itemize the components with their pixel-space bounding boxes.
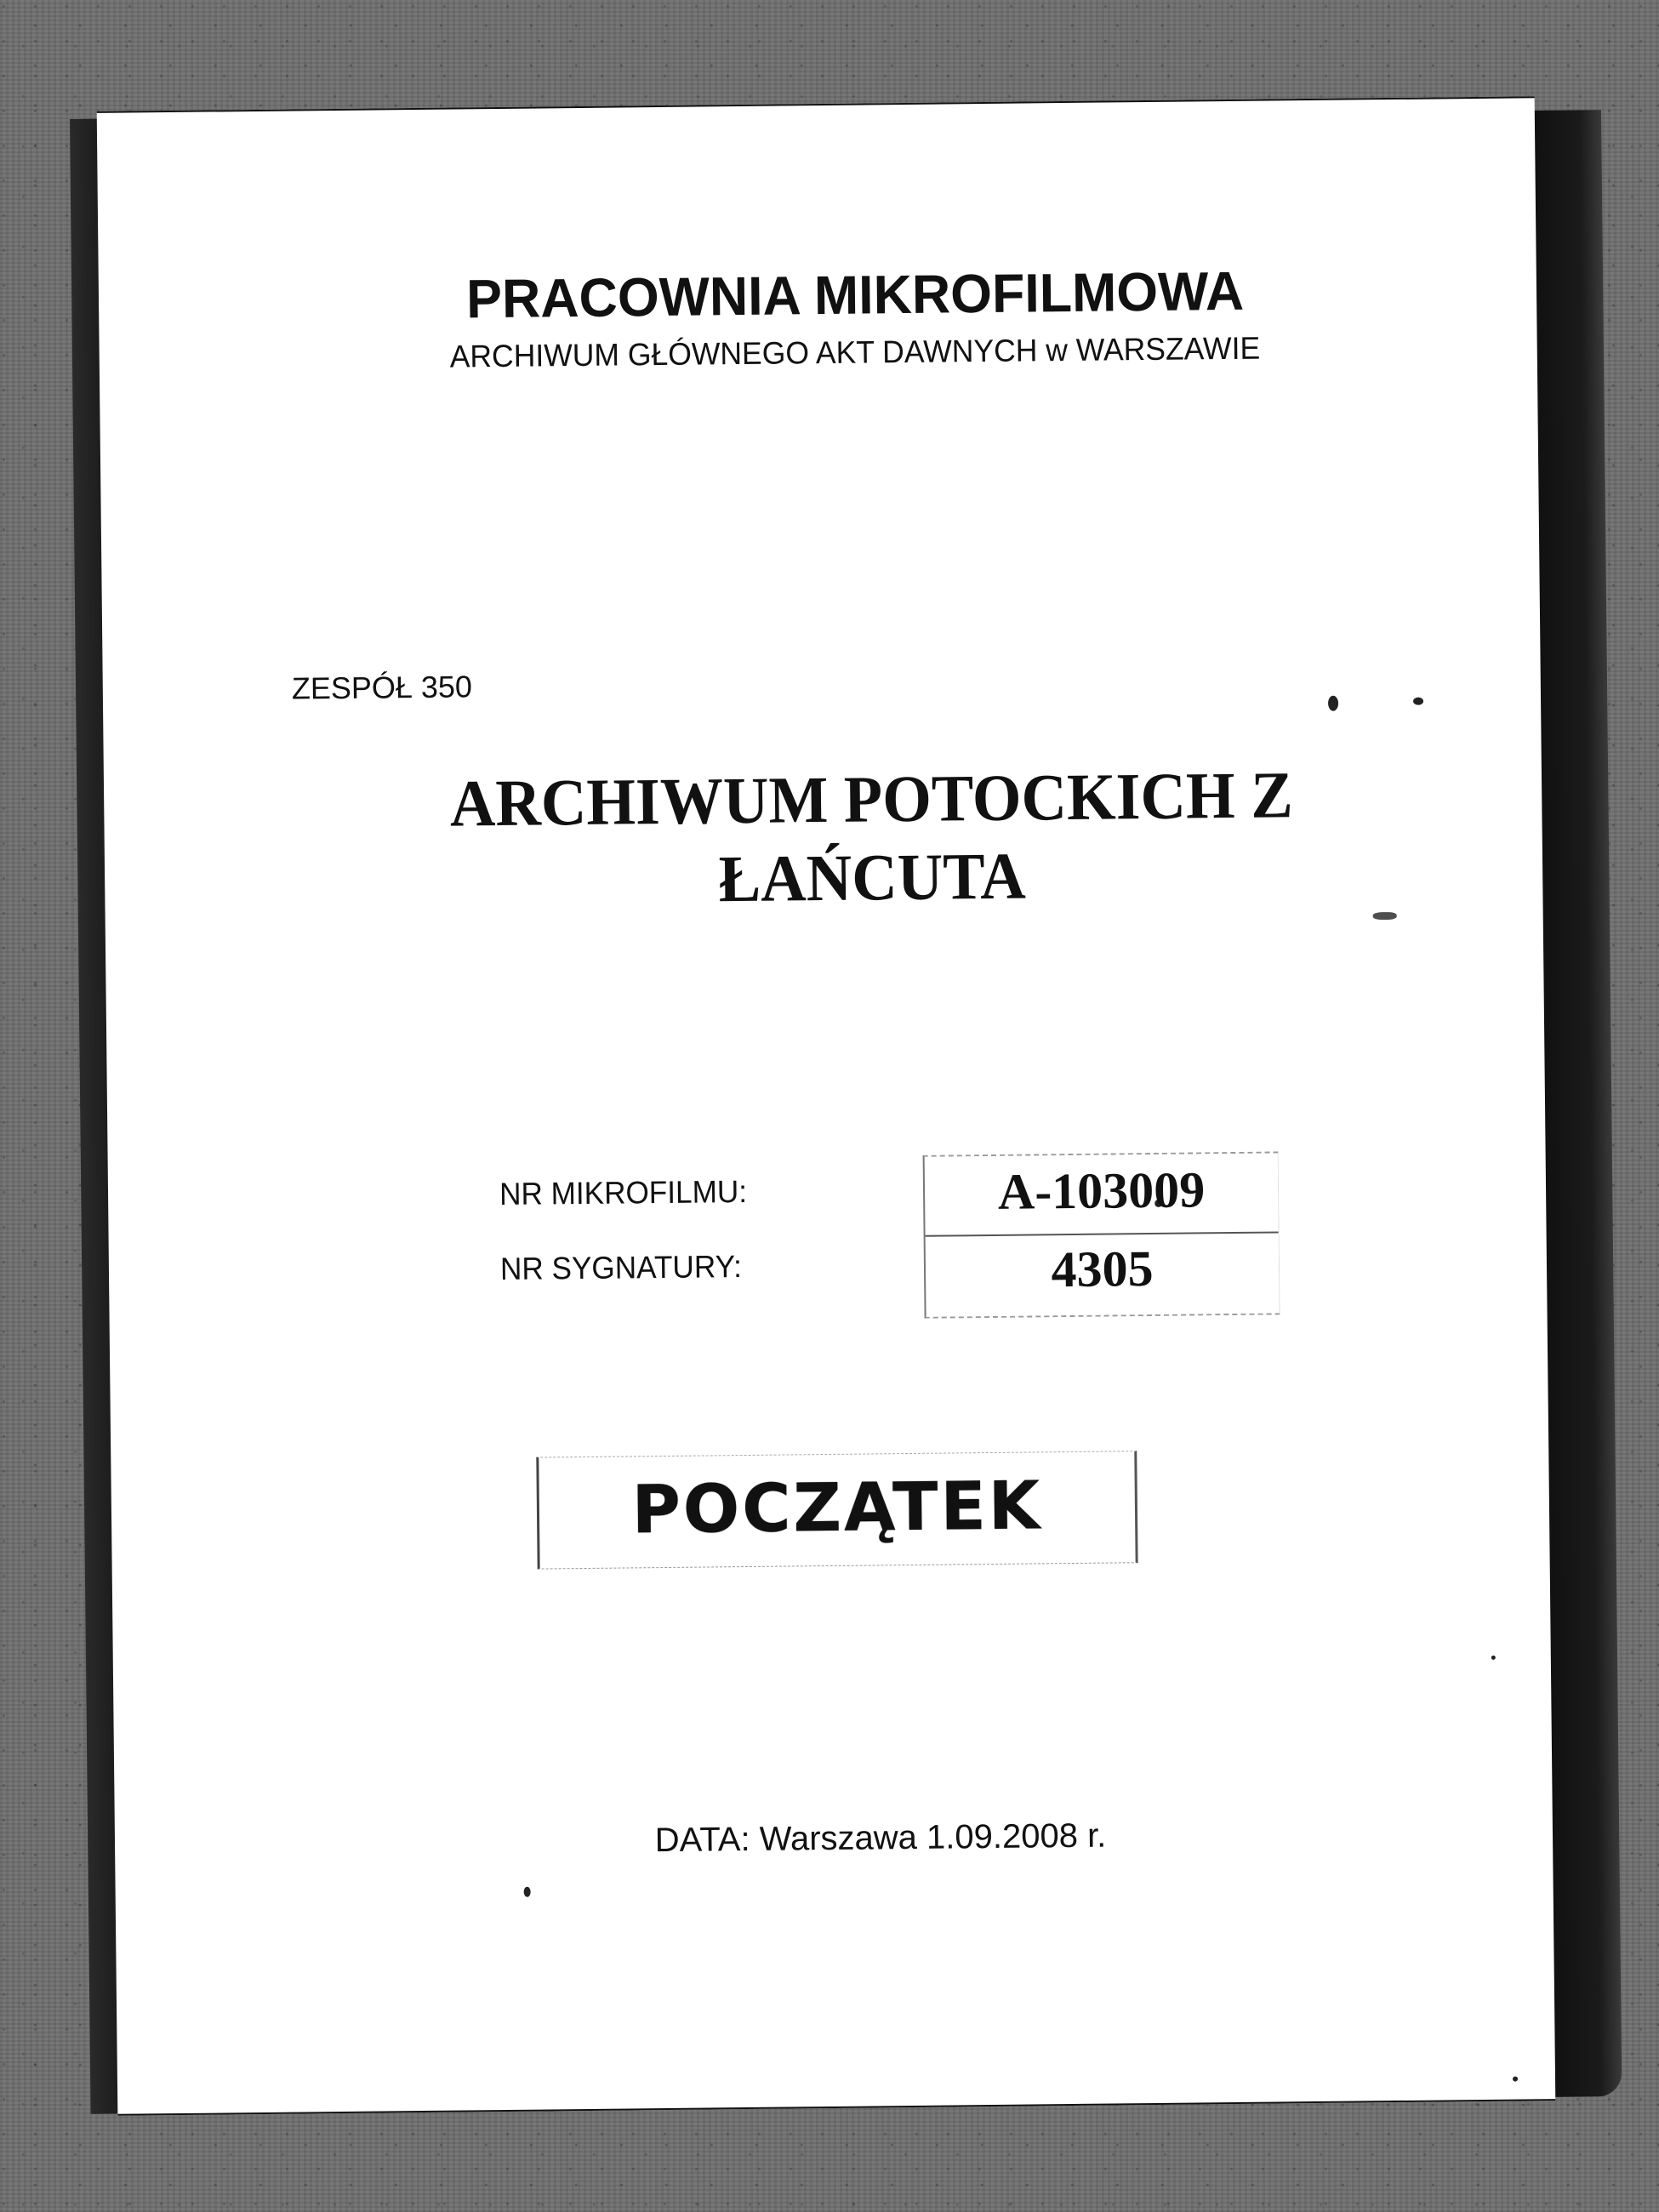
identifiers-box <box>923 1151 1280 1318</box>
dust-speck <box>1328 696 1338 711</box>
signature-number-value: 4305 <box>1051 1240 1154 1298</box>
microfilm-target-sheet <box>97 96 1556 2116</box>
dust-speck <box>1373 912 1397 920</box>
institution-subtitle: ARCHIWUM GŁÓWNEGO AKT DAWNYCH w WARSZAWIE <box>449 330 1261 374</box>
fond-name <box>140 754 1507 925</box>
dust-speck <box>1413 698 1423 705</box>
dust-speck <box>1491 1656 1496 1660</box>
date-line: DATA: Warszawa 1.09.2008 r. <box>654 1816 1107 1860</box>
signature-number-label: NR SYGNATURY: <box>499 1249 743 1287</box>
start-marker-box <box>536 1451 1137 1569</box>
institution-title: PRACOWNIA MIKROFILMOWA <box>465 259 1245 330</box>
start-marker-label: POCZĄTEK <box>631 1468 1043 1549</box>
microfilm-number-label: NR MIKROFILMU: <box>499 1173 748 1212</box>
fond-name-line-2: ŁAŃCUTA <box>718 838 1027 916</box>
dust-speck <box>1513 2077 1518 2082</box>
fond-number-label: ZESPÓŁ 350 <box>291 669 473 706</box>
dust-speck <box>524 1887 531 1897</box>
fond-name-line-1: ARCHIWUM POTOCKICH Z <box>449 757 1294 841</box>
identifiers-divider <box>926 1231 1279 1236</box>
microfilm-number-value: A-103009 <box>997 1161 1206 1220</box>
